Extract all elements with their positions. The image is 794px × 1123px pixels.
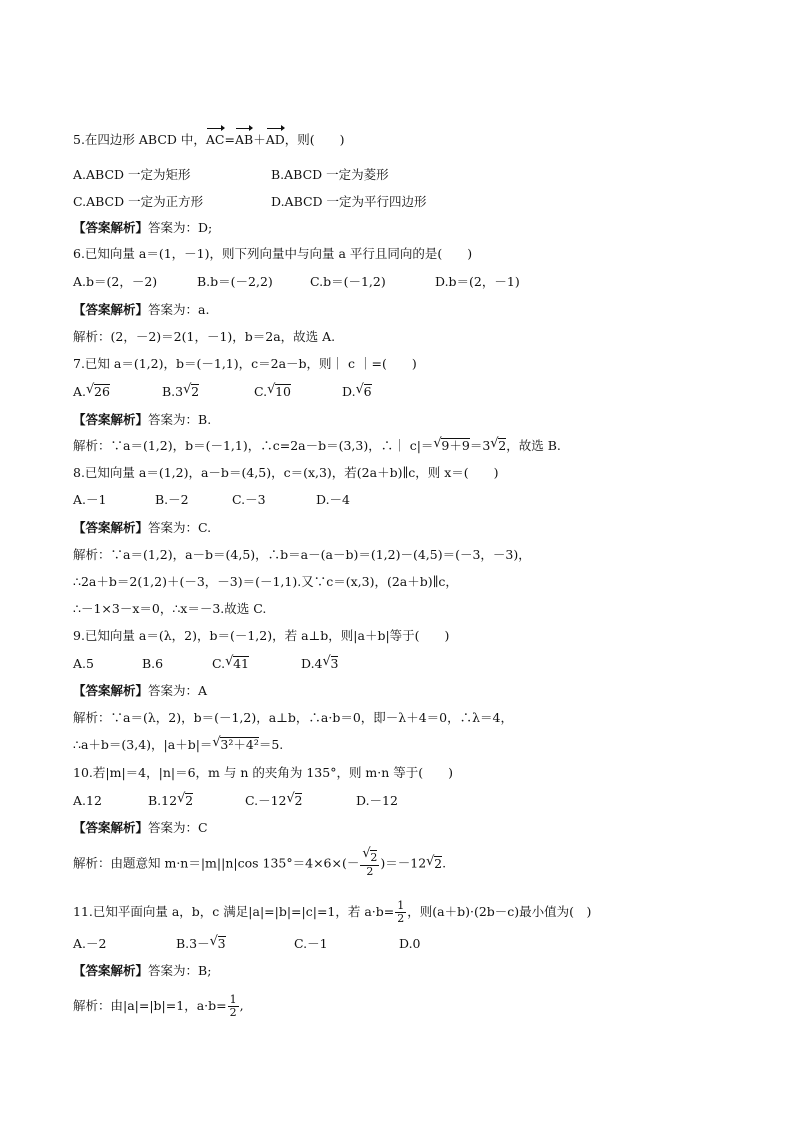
- q10-option-d: D.－12: [356, 793, 398, 808]
- q9-answer: [73, 682, 207, 700]
- q11-answer: [73, 962, 211, 980]
- sqrt-6: √ 6: [356, 383, 372, 401]
- q8-answer: [73, 519, 211, 537]
- q7-option-b: [162, 383, 199, 401]
- q11-option-a: A.－2: [73, 936, 107, 951]
- q8-explanation-1: 解析：∵a＝(1,2)，a－b＝(4,5)，∴b＝a－(a－b)＝(1,2)－(4,5)＝(－3，－3)，: [73, 547, 531, 562]
- q10-option-a: A.12: [73, 793, 102, 808]
- vector-ac: AC: [205, 132, 225, 147]
- q9-stem: 9.已知向量 a＝(λ，2)，b＝(－1,2)，若 a⊥b，则|a＋b|等于( ): [73, 628, 450, 643]
- q6-answer: [73, 301, 209, 319]
- q9-option-a: A.5: [73, 656, 94, 671]
- q7-option-c-prefix: C.: [254, 384, 268, 399]
- q5-plus: ＋: [253, 132, 266, 147]
- q7-option-a-prefix: A.: [73, 384, 87, 399]
- q8-stem: 8.已知向量 a＝(1,2)，a－b＝(4,5)，c＝(x,3)，若(2a＋b)∥c，则 x＝( ): [73, 465, 499, 480]
- q9-explanation-1: 解析：∵a＝(λ，2)，b＝(－1,2)，a⊥b，∴a·b＝0，即－λ＋4＝0，∴λ＝4，: [73, 710, 514, 725]
- q7-explanation-mid: ＝3: [469, 438, 491, 453]
- q8-option-b: B.－2: [155, 492, 189, 507]
- q7-option-d: [342, 383, 372, 401]
- answer-label: 【答案解析】: [73, 820, 149, 835]
- q10-explanation: [73, 850, 446, 878]
- q9-explanation-suffix: ＝5.: [258, 737, 284, 752]
- q5-option-b: B.ABCD 一定为菱形: [271, 167, 389, 182]
- q7-option-b-prefix: B.3: [162, 384, 184, 399]
- q5-eq: =: [224, 132, 235, 147]
- q10-explanation-suffix: .: [442, 855, 447, 871]
- answer-label: 【答案解析】: [73, 683, 149, 698]
- q9-option-b: B.6: [142, 656, 164, 671]
- fraction-sqrt2-over-2: √ $\frac{2}{2}$: [360, 850, 379, 878]
- q8-explanation-2: ∴2a＋b＝2(1,2)＋(－3，－3)＝(－1,1).又∵c＝(x,3)，(2a＋b)∥c，: [73, 574, 458, 589]
- sqrt-2: √ 2: [426, 855, 442, 873]
- q7-explanation: [73, 437, 561, 455]
- q7-option-c: [254, 383, 291, 401]
- q5-stem: [73, 131, 345, 149]
- sqrt-41: √ 41: [225, 655, 249, 673]
- q7-answer: [73, 411, 211, 429]
- sqrt-9-plus-9: √ 9＋9: [433, 437, 469, 455]
- q10-explanation-mid: )＝－12: [380, 855, 427, 871]
- q11-option-b: [176, 935, 226, 953]
- sqrt-2: √ 2: [183, 383, 199, 401]
- q5-stem-prefix: 5.在四边形 ABCD 中，: [73, 132, 206, 147]
- sqrt-2: √ 2: [287, 792, 303, 810]
- fraction-1-over-2: $\frac{1}{2}$: [229, 993, 237, 1019]
- fraction-1-over-2: $\frac{1}{2}$: [397, 899, 405, 925]
- vector-ab: AB: [234, 132, 254, 147]
- q6-option-b: B.b＝(－2,2): [197, 274, 273, 289]
- answer-label: 【答案解析】: [73, 220, 149, 235]
- q10-option-c: [245, 792, 302, 810]
- q11-stem-prefix: 11.已知平面向量 a，b，c 满足|a|=|b|=|c|=1，若 a·b=: [73, 904, 395, 919]
- q8-option-c: C.－3: [232, 492, 266, 507]
- answer-label: 【答案解析】: [73, 520, 149, 535]
- q11-stem-suffix: ，则(a＋b)·(2b－c)最小值为( ): [407, 904, 592, 919]
- q5-stem-suffix: ，则( ): [284, 132, 345, 147]
- q9-explanation-prefix: ∴a＋b＝(3,4)，|a＋b|＝: [73, 737, 213, 752]
- answer-text: 答案为：C: [148, 820, 208, 835]
- q10-option-b: [148, 792, 193, 810]
- q11-option-d: D.0: [399, 936, 421, 951]
- q9-explanation-2: [73, 736, 283, 754]
- sqrt-3sq-plus-4sq: √ 3²＋4²: [212, 736, 258, 754]
- answer-text: 答案为：B;: [148, 963, 212, 978]
- answer-text: 答案为：C.: [148, 520, 212, 535]
- answer-label: 【答案解析】: [73, 302, 149, 317]
- sqrt-2: √ 2: [177, 792, 193, 810]
- answer-text: 答案为：A: [148, 683, 208, 698]
- q7-explanation-prefix: 解析：∵a＝(1,2)，b＝(－1,1)，∴c=2a－b＝(3,3)，∴｜ c|＝: [73, 438, 434, 453]
- q11-option-c: C.－1: [294, 936, 328, 951]
- q11-explanation: [73, 994, 244, 1019]
- sqrt-2: √ 2: [490, 437, 506, 455]
- q11-explanation-suffix: ,: [239, 998, 244, 1013]
- q8-option-d: D.－4: [316, 492, 351, 507]
- q5-option-d: D.ABCD 一定为平行四边形: [271, 194, 427, 209]
- q7-option-d-prefix: D.: [342, 384, 356, 399]
- q10-answer: [73, 819, 208, 837]
- q9-option-d: [301, 655, 338, 673]
- answer-label: 【答案解析】: [73, 412, 149, 427]
- answer-text: 答案为：a.: [148, 302, 210, 317]
- q10-option-c-prefix: C.－12: [245, 793, 287, 808]
- q11-option-b-prefix: B.3－: [176, 936, 210, 951]
- q6-explanation: 解析：(2，－2)＝2(1，－1)，b＝2a，故选 A.: [73, 329, 336, 344]
- q6-stem: 6.已知向量 a＝(1，－1)，则下列向量中与向量 a 平行且同向的是( ): [73, 246, 473, 261]
- q11-stem: [73, 900, 591, 925]
- q6-option-a: A.b＝(2，－2): [73, 274, 158, 289]
- q5-answer: [73, 219, 212, 237]
- q9-option-c: [212, 655, 249, 673]
- q11-explanation-prefix: 解析：由|a|=|b|=1，a·b=: [73, 998, 227, 1013]
- answer-text: 答案为：D;: [148, 220, 213, 235]
- sqrt-26: √ 26: [86, 383, 110, 401]
- q8-explanation-3: ∴－1×3－x＝0，∴x＝－3.故选 C.: [73, 601, 267, 616]
- q7-option-a: [73, 383, 110, 401]
- vector-ad: AD: [265, 132, 285, 147]
- answer-label: 【答案解析】: [73, 963, 149, 978]
- q7-stem: 7.已知 a＝(1,2)，b＝(－1,1)，c＝2a－b，则｜ c ｜=( ): [73, 356, 417, 371]
- q10-stem: 10.若|m|＝4，|n|＝6，m 与 n 的夹角为 135°，则 m·n 等于( ): [73, 765, 454, 780]
- sqrt-3: √ 3: [323, 655, 339, 673]
- q6-option-c: C.b＝(－1,2): [310, 274, 386, 289]
- q9-option-d-prefix: D.4: [301, 656, 323, 671]
- answer-text: 答案为：B.: [148, 412, 212, 427]
- q5-option-a: A.ABCD 一定为矩形: [73, 167, 191, 182]
- q8-option-a: A.－1: [73, 492, 107, 507]
- q5-option-c: C.ABCD 一定为正方形: [73, 194, 204, 209]
- sqrt-3: √ 3: [210, 935, 226, 953]
- q6-option-d: D.b＝(2，－1): [435, 274, 520, 289]
- q10-option-b-prefix: B.12: [148, 793, 178, 808]
- q10-explanation-prefix: 解析：由题意知 m·n＝|m||n|cos 135°＝4×6×(－: [73, 855, 360, 871]
- q7-explanation-suffix: ，故选 B.: [506, 438, 561, 453]
- sqrt-10: √ 10: [267, 383, 291, 401]
- q9-option-c-prefix: C.: [212, 656, 226, 671]
